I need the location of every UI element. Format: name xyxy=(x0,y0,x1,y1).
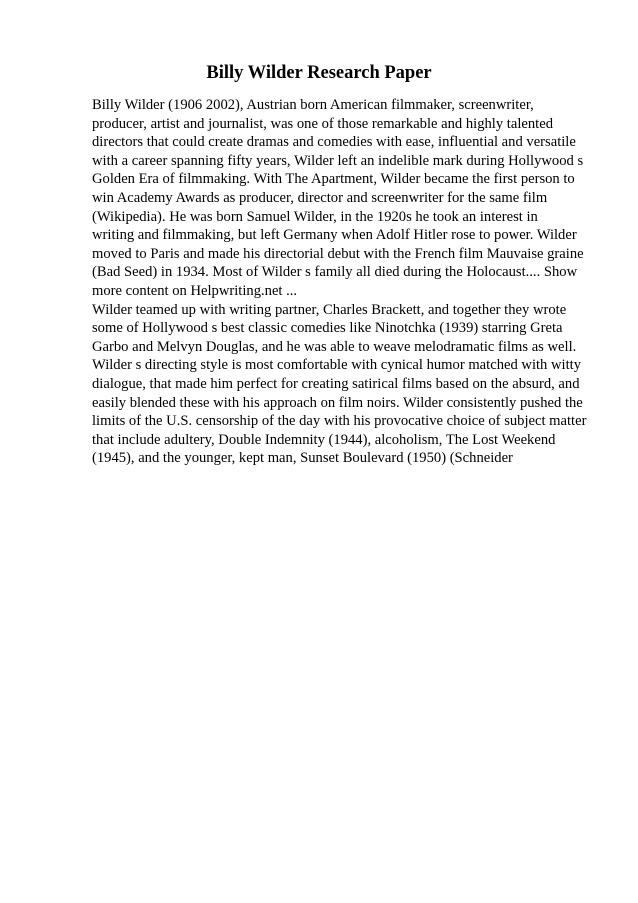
text-line: (Wikipedia). He was born Samuel Wilder, in the 1920s he took an interest in xyxy=(92,208,538,225)
text-line: limits of the U.S. censorship of the day with his provocative choice of subject matter xyxy=(92,413,587,430)
text-line: Wilder s directing style is most comfortable with cynical humor matched with witty xyxy=(92,357,582,374)
text-line: (Bad Seed) in 1934. Most of Wilder s family all died during the Holocaust.... Show xyxy=(92,264,578,281)
text-line: more content on Helpwriting.net ... xyxy=(92,282,298,299)
document-title: Billy Wilder Research Paper xyxy=(206,63,432,83)
text-line: that include adultery, Double Indemnity (1944), alcoholism, The Lost Weekend xyxy=(92,431,556,448)
text-line: dialogue, that made him perfect for creating satirical films based on the absurd, and xyxy=(92,375,580,392)
text-line: producer, artist and journalist, was one of those remarkable and highly talented xyxy=(92,115,553,132)
text-line: easily blended these with his approach on film noirs. Wilder consistently pushed the xyxy=(92,394,583,411)
text-line: some of Hollywood s best classic comedies like Ninotchka (1939) starring Greta xyxy=(92,320,563,337)
text-line: directors that could create dramas and comedies with ease, influential and versatile xyxy=(92,134,576,151)
text-line: Billy Wilder (1906 2002), Austrian born American filmmaker, screenwriter, xyxy=(92,97,534,113)
text-line: with a career spanning fifty years, Wilder left an indelible mark during Hollywood s xyxy=(92,152,584,169)
document-body xyxy=(92,96,638,468)
text-line: Garbo and Melvyn Douglas, and he was able to weave melodramatic films as well. xyxy=(92,338,577,355)
text-line: (1945), and the younger, kept man, Sunset Boulevard (1950) (Schneider xyxy=(92,450,513,467)
text-line: writing and filmmaking, but left Germany when Adolf Hitler rose to power. Wilder xyxy=(92,227,577,244)
text-line: Wilder teamed up with writing partner, Charles Brackett, and together they wrote xyxy=(92,301,567,318)
text-line: moved to Paris and made his directorial debut with the French film Mauvaise graine xyxy=(92,245,584,262)
text-line: win Academy Awards as producer, director and screenwriter for the same film xyxy=(92,189,548,206)
text-line: Golden Era of filmmaking. With The Apartment, Wilder became the first person to xyxy=(92,171,575,188)
